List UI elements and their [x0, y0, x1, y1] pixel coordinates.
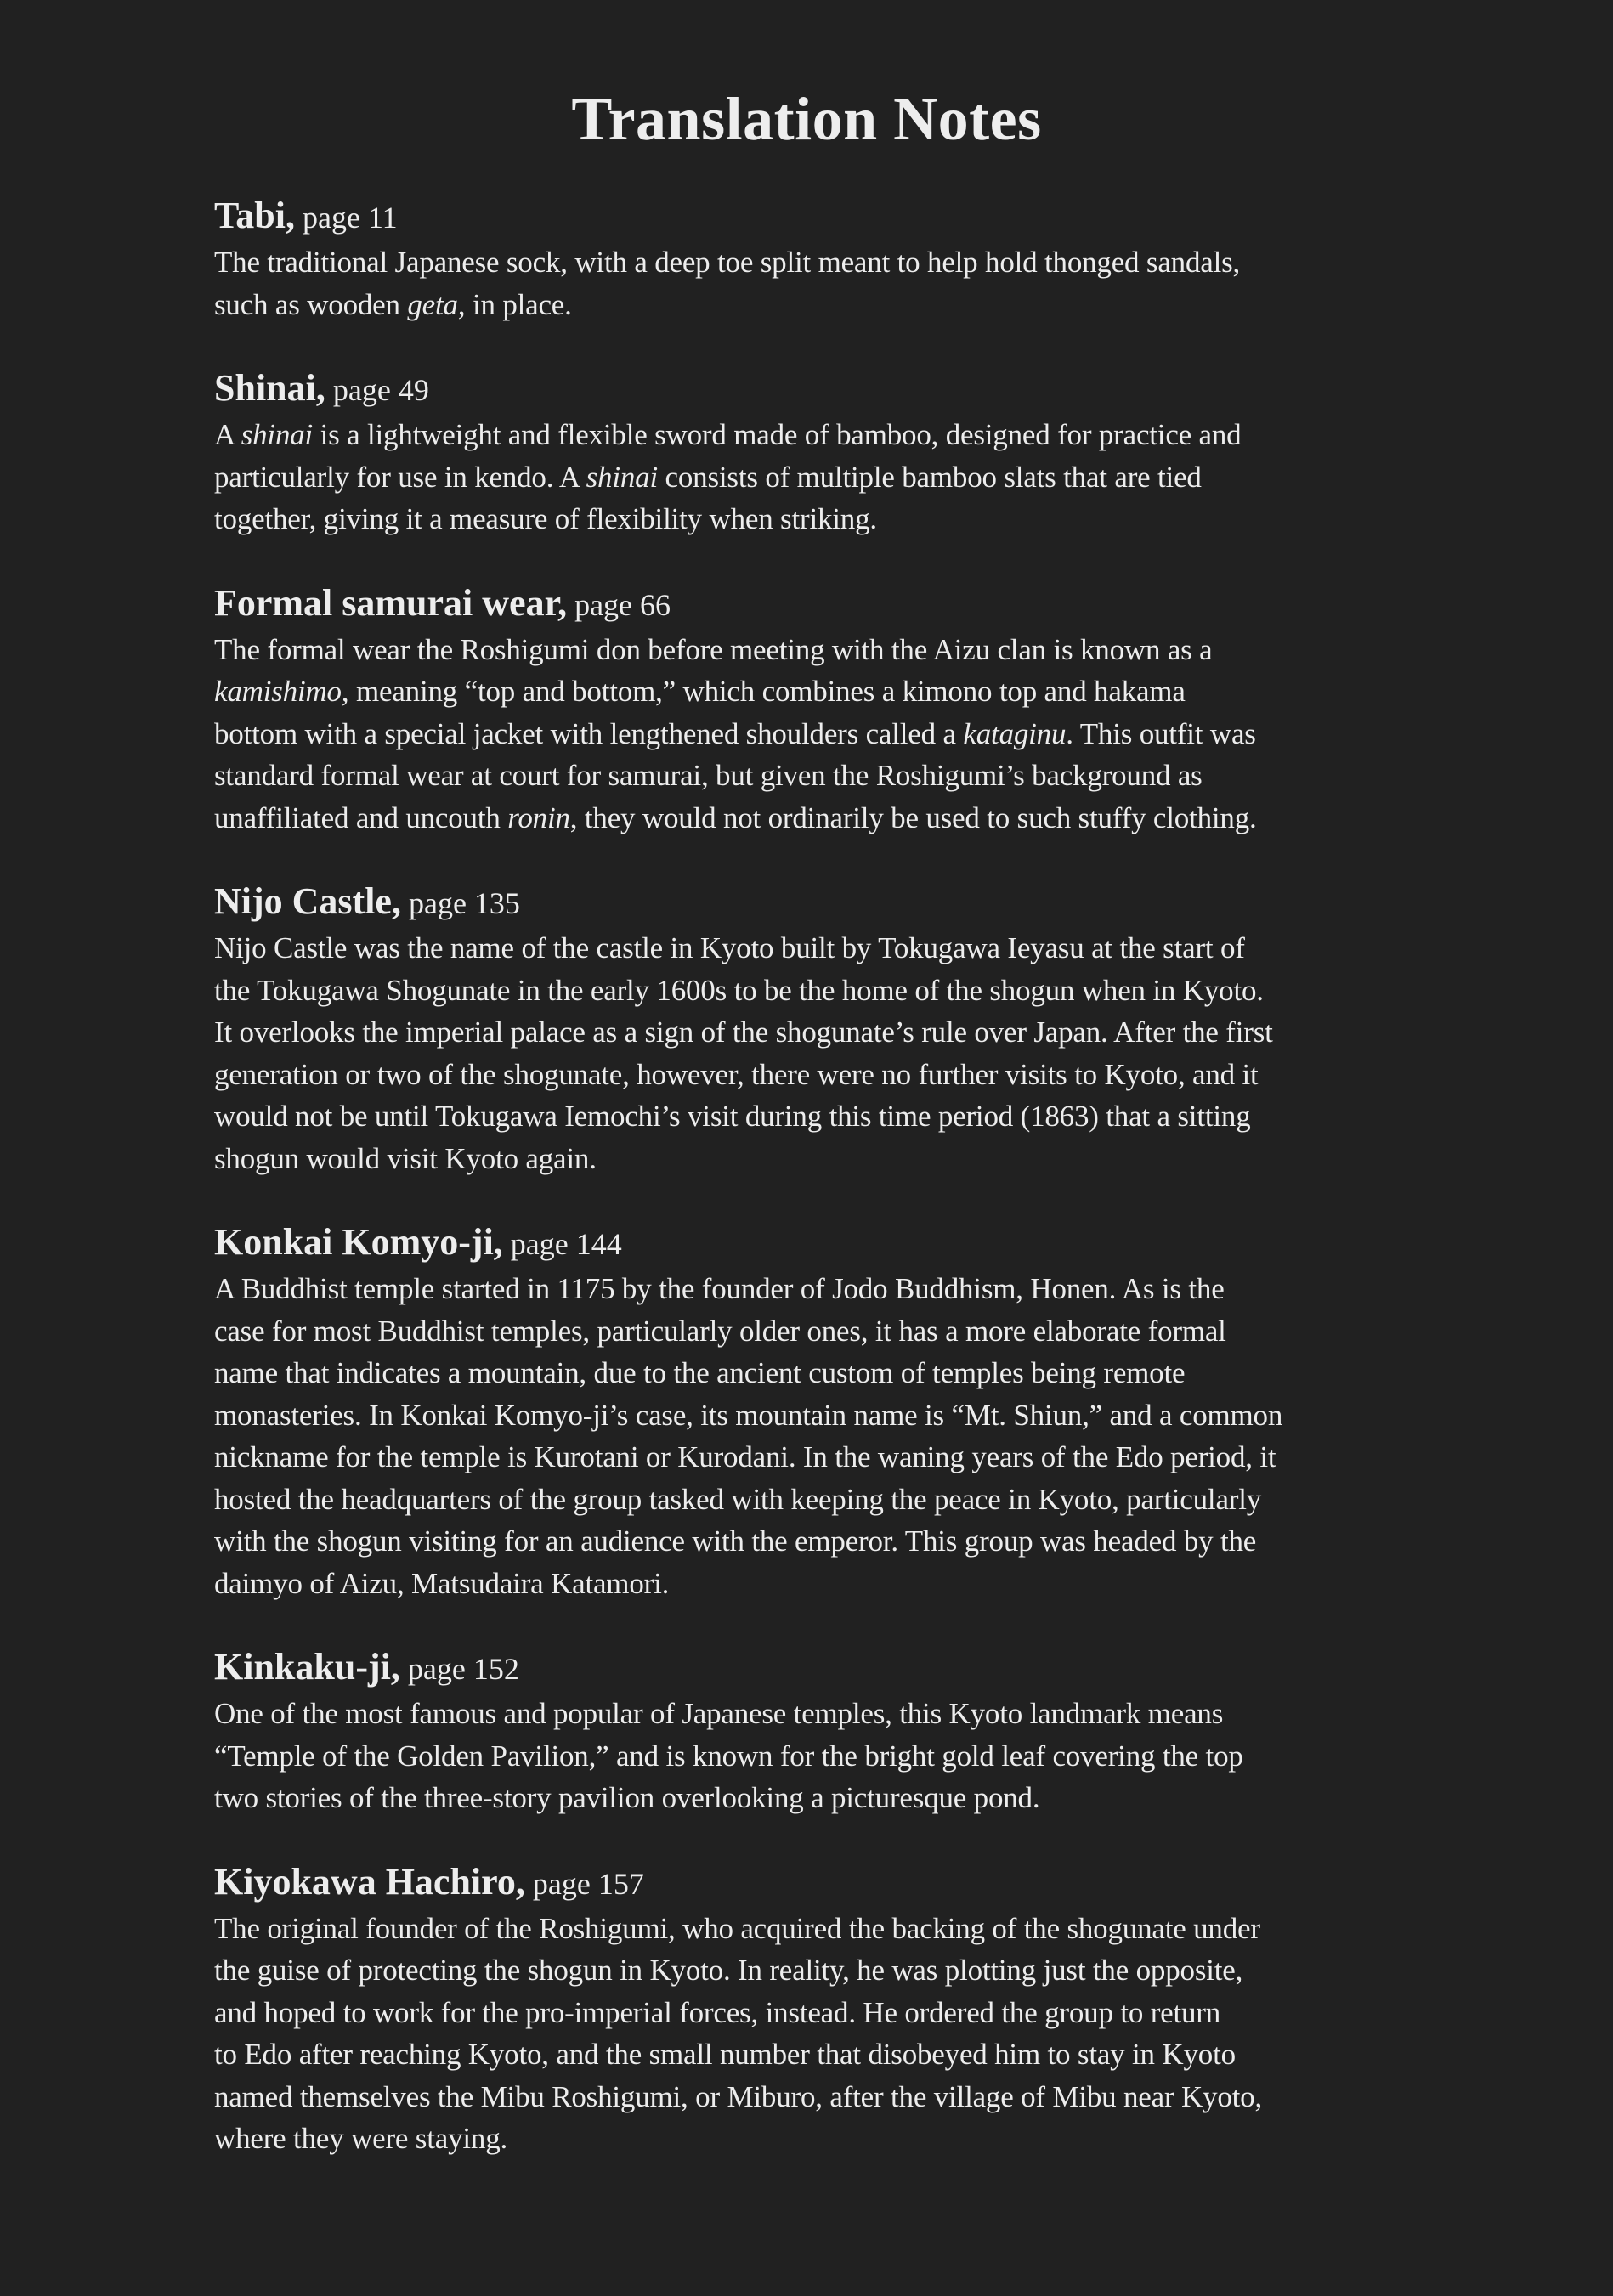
note-entry: [214, 365, 1421, 540]
note-description: One of the most famous and popular of Japanese temples, this Kyoto landmark means “Temple of the Golden Pavilion,” and is known for the bright gold leaf covering the top two stories of the three-story pavilion overlooking a picturesque pond.: [214, 1697, 1243, 1814]
note-description: Nijo Castle was the name of the castle in Kyoto built by Tokugawa Ieyasu at the start of the Tokugawa Shogunate in the early 1600s to be the home of the shogun when in Kyoto. It overlooks the imperial palace as a sign of the shogunate’s rule over Japan. After the first generation or two of the shogunate, however, there were no further visits to Kyoto, and it would not be until Tokugawa Iemochi’s visit during this time period (1863) that a sitting shogun would visit Kyoto again.: [214, 931, 1273, 1175]
note-page-ref: page 157: [532, 1866, 644, 1901]
note-page-ref: page 144: [510, 1227, 622, 1261]
note-page-ref: page 11: [303, 201, 398, 235]
note-description: The original founder of the Roshigumi, who acquired the backing of the shogunate under the guise of protecting the shogun in Kyoto. In reality, he was plotting just the opposite, and hoped to work for the pro-imperial forces, instead. He ordered the group to return to Edo after reaching Kyoto, and the small number that disobeyed him to stay in Kyoto named themselves the Mibu Roshigumi, or Miburo, after the village of Mibu near Kyoto, where they were staying.: [214, 1911, 1263, 2155]
note-heading: [214, 878, 1421, 927]
note-heading: [214, 1858, 1421, 1908]
notes-list: [214, 192, 1421, 2199]
note-term: Kiyokawa Hachiro,: [214, 1860, 525, 1903]
note-term: Kinkaku-ji,: [214, 1646, 400, 1688]
note-entry: [214, 1643, 1421, 1819]
note-entry: [214, 878, 1421, 1179]
note-entry: [214, 580, 1421, 840]
note-page-ref: page 152: [407, 1652, 519, 1686]
note-page-ref: page 66: [574, 587, 671, 622]
note-description: The formal wear the Roshigumi don before meeting with the Aizu clan is known as a kamishimo, meaning “top and bottom,” which combines a kimono top and hakama bottom with a special jacket with lengthened shoulders called a kataginu. This outfit was standard formal wear at court for samurai, but given the Roshigumi’s background as unaffiliated and uncouth ronin, they would not ordinarily be used to such stuffy clothing.: [214, 632, 1257, 834]
note-page-ref: page 49: [332, 373, 429, 407]
note-heading: [214, 192, 1421, 241]
note-entry: [214, 1219, 1421, 1604]
note-term: Konkai Komyo-ji,: [214, 1221, 503, 1263]
note-description: The traditional Japanese sock, with a deep toe split meant to help hold thonged sandals, such as wooden geta, in place.: [214, 246, 1241, 321]
note-heading: [214, 1219, 1421, 1268]
note-term: Shinai,: [214, 367, 325, 409]
note-heading: [214, 580, 1421, 629]
note-term: Nijo Castle,: [214, 880, 401, 922]
note-description: A shinai is a lightweight and flexible sword made of bamboo, designed for practice and particularly for use in kendo. A shinai consists of multiple bamboo slats that are tied together, giving it a measure of flexibility when striking.: [214, 418, 1242, 535]
note-heading: [214, 365, 1421, 414]
note-entry: [214, 192, 1421, 325]
note-description: A Buddhist temple started in 1175 by the founder of Jodo Buddhism, Honen. As is the case for most Buddhist temples, particularly older ones, it has a more elaborate formal name that indicates a mountain, due to the ancient custom of temples being remote monasteries. In Konkai Komyo-ji’s case, its mountain name is “Mt. Shiun,” and a common nickname for the temple is Kurotani or Kurodani. In the waning years of the Edo period, it hosted the headquarters of the group tasked with keeping the peace in Kyoto, particularly with the shogun visiting for an audience with the emperor. This group was headed by the daimyo of Aizu, Matsudaira Katamori.: [214, 1272, 1283, 1600]
page-title: Translation Notes: [571, 85, 1042, 153]
note-heading: [214, 1643, 1421, 1693]
note-page-ref: page 135: [408, 886, 520, 920]
note-term: Tabi,: [214, 195, 296, 236]
note-term: Formal samurai wear,: [214, 581, 568, 624]
note-entry: [214, 1858, 1421, 2160]
